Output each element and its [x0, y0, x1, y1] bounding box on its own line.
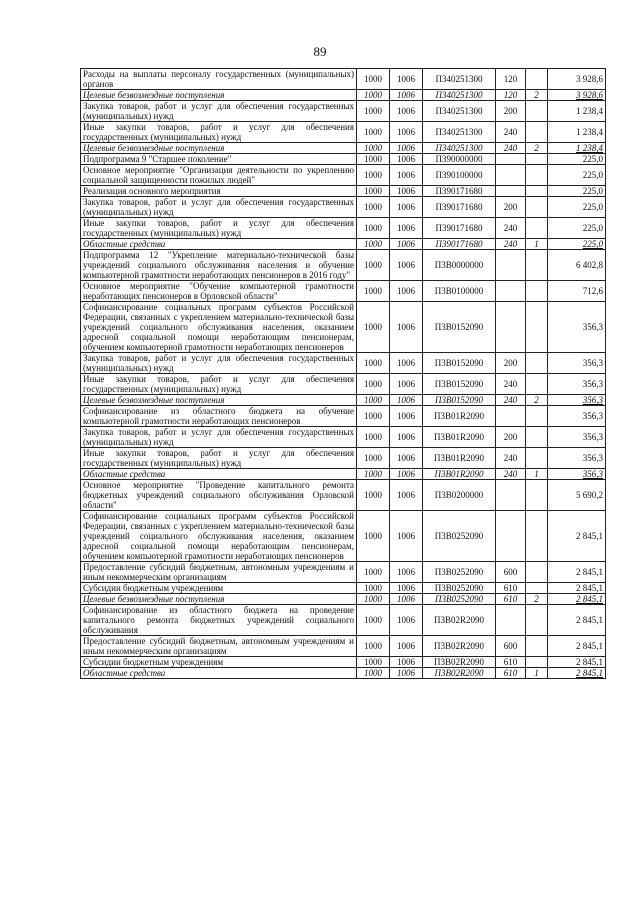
table-row — [81, 562, 606, 583]
expense-type-cell: 120 — [496, 90, 526, 101]
table-row — [81, 122, 606, 143]
table-row — [81, 186, 606, 197]
expense-type-cell: 200 — [496, 101, 526, 122]
amount-cell: 2 845,1 — [548, 583, 606, 594]
ministry-code-cell: 1000 — [357, 395, 390, 406]
row-name-cell: Расходы на выплаты персоналу государственных (муниципальных) органов — [81, 69, 357, 90]
funding-source-cell — [526, 165, 548, 186]
table-row — [81, 583, 606, 594]
expense-type-cell — [496, 154, 526, 165]
funding-source-cell: 2 — [526, 395, 548, 406]
row-name-cell: Областные средства — [81, 469, 357, 480]
target-article-cell: П3В01R2090 — [423, 448, 496, 469]
target-article-cell: П3В0252090 — [423, 562, 496, 583]
funding-source-cell — [526, 69, 548, 90]
funding-source-cell: 2 — [526, 143, 548, 154]
row-name-cell: Софинансирование из областного бюджета на проведение капитального ремонта бюджетных учреждений социального обслуживания — [81, 605, 357, 636]
section-code-cell: 1006 — [390, 406, 423, 427]
row-name-cell: Подпрограмма 9 "Старшее поколение" — [81, 154, 357, 165]
target-article-cell: П390000000 — [423, 154, 496, 165]
row-name-cell: Подпрограмма 12 "Укрепление материально-технической базы учреждений социального обслуживания населения и обучение компьютерной грамотности неработающих пенсионеров в 2016 году" — [81, 250, 357, 281]
row-name-cell: Областные средства — [81, 668, 357, 679]
funding-source-cell: 1 — [526, 239, 548, 250]
amount-cell: 2 845,1 — [548, 636, 606, 657]
target-article-cell: П3В02R2090 — [423, 668, 496, 679]
table-row — [81, 154, 606, 165]
table-row — [81, 165, 606, 186]
table-row — [81, 101, 606, 122]
ministry-code-cell: 1000 — [357, 239, 390, 250]
table-row — [81, 406, 606, 427]
table-row — [81, 90, 606, 101]
funding-source-cell — [526, 374, 548, 395]
amount-cell: 2 845,1 — [548, 668, 606, 679]
row-name-cell: Целевые безвозмездные поступления — [81, 143, 357, 154]
amount-cell: 356,3 — [548, 395, 606, 406]
budget-table — [80, 68, 606, 679]
ministry-code-cell: 1000 — [357, 69, 390, 90]
row-name-cell: Иные закупки товаров, работ и услуг для обеспечения государственных (муниципальных) нужд — [81, 218, 357, 239]
target-article-cell: П340251300 — [423, 90, 496, 101]
funding-source-cell: 1 — [526, 469, 548, 480]
target-article-cell: П3В0152090 — [423, 302, 496, 353]
section-code-cell: 1006 — [390, 122, 423, 143]
section-code-cell: 1006 — [390, 69, 423, 90]
amount-cell: 225,0 — [548, 165, 606, 186]
amount-cell: 225,0 — [548, 186, 606, 197]
funding-source-cell — [526, 122, 548, 143]
expense-type-cell: 610 — [496, 668, 526, 679]
funding-source-cell — [526, 657, 548, 668]
target-article-cell: П3В0152090 — [423, 395, 496, 406]
ministry-code-cell: 1000 — [357, 427, 390, 448]
row-name-cell: Закупка товаров, работ и услуг для обеспечения государственных (муниципальных) нужд — [81, 427, 357, 448]
section-code-cell: 1006 — [390, 250, 423, 281]
table-row — [81, 657, 606, 668]
ministry-code-cell: 1000 — [357, 186, 390, 197]
section-code-cell: 1006 — [390, 668, 423, 679]
target-article-cell: П3В0252090 — [423, 583, 496, 594]
funding-source-cell — [526, 605, 548, 636]
funding-source-cell — [526, 302, 548, 353]
table-row — [81, 197, 606, 218]
target-article-cell: П340251300 — [423, 143, 496, 154]
ministry-code-cell: 1000 — [357, 406, 390, 427]
expense-type-cell: 200 — [496, 427, 526, 448]
section-code-cell: 1006 — [390, 197, 423, 218]
ministry-code-cell: 1000 — [357, 562, 390, 583]
amount-cell: 356,3 — [548, 353, 606, 374]
row-name-cell: Предоставление субсидий бюджетным, автономным учреждениям и иным некоммерческим организациям — [81, 636, 357, 657]
target-article-cell: П3В01R2090 — [423, 469, 496, 480]
row-name-cell: Реализация основного мероприятия — [81, 186, 357, 197]
amount-cell: 356,3 — [548, 302, 606, 353]
amount-cell: 225,0 — [548, 154, 606, 165]
target-article-cell: П340251300 — [423, 69, 496, 90]
ministry-code-cell: 1000 — [357, 657, 390, 668]
expense-type-cell — [496, 480, 526, 511]
table-row — [81, 250, 606, 281]
target-article-cell: П390171680 — [423, 186, 496, 197]
section-code-cell: 1006 — [390, 395, 423, 406]
ministry-code-cell: 1000 — [357, 636, 390, 657]
expense-type-cell: 240 — [496, 239, 526, 250]
row-name-cell: Иные закупки товаров, работ и услуг для обеспечения государственных (муниципальных) нужд — [81, 374, 357, 395]
table-row — [81, 605, 606, 636]
target-article-cell: П3В0200000 — [423, 480, 496, 511]
target-article-cell: П390100000 — [423, 165, 496, 186]
ministry-code-cell: 1000 — [357, 668, 390, 679]
section-code-cell: 1006 — [390, 239, 423, 250]
section-code-cell: 1006 — [390, 469, 423, 480]
amount-cell: 225,0 — [548, 218, 606, 239]
target-article-cell: П3В02R2090 — [423, 657, 496, 668]
ministry-code-cell: 1000 — [357, 583, 390, 594]
ministry-code-cell: 1000 — [357, 374, 390, 395]
section-code-cell: 1006 — [390, 353, 423, 374]
target-article-cell: П3В0152090 — [423, 353, 496, 374]
table-row — [81, 427, 606, 448]
expense-type-cell — [496, 302, 526, 353]
row-name-cell: Закупка товаров, работ и услуг для обеспечения государственных (муниципальных) нужд — [81, 353, 357, 374]
section-code-cell: 1006 — [390, 583, 423, 594]
funding-source-cell — [526, 101, 548, 122]
expense-type-cell — [496, 406, 526, 427]
section-code-cell: 1006 — [390, 480, 423, 511]
ministry-code-cell: 1000 — [357, 165, 390, 186]
target-article-cell: П390171680 — [423, 218, 496, 239]
target-article-cell: П3В02R2090 — [423, 636, 496, 657]
row-name-cell: Областные средства — [81, 239, 357, 250]
amount-cell: 712,6 — [548, 281, 606, 302]
ministry-code-cell: 1000 — [357, 594, 390, 605]
row-name-cell: Целевые безвозмездные поступления — [81, 395, 357, 406]
funding-source-cell — [526, 186, 548, 197]
table-row — [81, 353, 606, 374]
funding-source-cell — [526, 480, 548, 511]
table-row — [81, 143, 606, 154]
amount-cell: 6 402,8 — [548, 250, 606, 281]
target-article-cell: П340251300 — [423, 101, 496, 122]
section-code-cell: 1006 — [390, 143, 423, 154]
table-row — [81, 594, 606, 605]
expense-type-cell: 240 — [496, 218, 526, 239]
funding-source-cell — [526, 562, 548, 583]
expense-type-cell: 200 — [496, 353, 526, 374]
section-code-cell: 1006 — [390, 511, 423, 562]
target-article-cell: П390171680 — [423, 239, 496, 250]
ministry-code-cell: 1000 — [357, 122, 390, 143]
row-name-cell: Субсидии бюджетным учреждениям — [81, 657, 357, 668]
amount-cell: 356,3 — [548, 469, 606, 480]
row-name-cell: Софинансирование из областного бюджета на обучение компьютерной грамотности неработающих пенсионеров — [81, 406, 357, 427]
section-code-cell: 1006 — [390, 594, 423, 605]
funding-source-cell — [526, 353, 548, 374]
section-code-cell: 1006 — [390, 374, 423, 395]
table-row — [81, 374, 606, 395]
funding-source-cell: 1 — [526, 668, 548, 679]
section-code-cell: 1006 — [390, 218, 423, 239]
target-article-cell: П3В0252090 — [423, 511, 496, 562]
target-article-cell: П3В0100000 — [423, 281, 496, 302]
amount-cell: 356,3 — [548, 374, 606, 395]
row-name-cell: Иные закупки товаров, работ и услуг для обеспечения государственных (муниципальных) нужд — [81, 122, 357, 143]
expense-type-cell — [496, 165, 526, 186]
ministry-code-cell: 1000 — [357, 469, 390, 480]
expense-type-cell — [496, 186, 526, 197]
funding-source-cell — [526, 406, 548, 427]
ministry-code-cell: 1000 — [357, 448, 390, 469]
target-article-cell: П340251300 — [423, 122, 496, 143]
target-article-cell: П3В0252090 — [423, 594, 496, 605]
expense-type-cell: 600 — [496, 636, 526, 657]
amount-cell: 2 845,1 — [548, 605, 606, 636]
section-code-cell: 1006 — [390, 302, 423, 353]
expense-type-cell: 240 — [496, 374, 526, 395]
expense-type-cell: 610 — [496, 594, 526, 605]
row-name-cell: Целевые безвозмездные поступления — [81, 594, 357, 605]
section-code-cell: 1006 — [390, 101, 423, 122]
table-row — [81, 218, 606, 239]
ministry-code-cell: 1000 — [357, 90, 390, 101]
section-code-cell: 1006 — [390, 427, 423, 448]
row-name-cell: Субсидии бюджетным учреждениям — [81, 583, 357, 594]
expense-type-cell: 240 — [496, 395, 526, 406]
amount-cell: 2 845,1 — [548, 511, 606, 562]
row-name-cell: Целевые безвозмездные поступления — [81, 90, 357, 101]
funding-source-cell: 2 — [526, 90, 548, 101]
row-name-cell: Основное мероприятие "Обучение компьютерной грамотности неработающих пенсионеров в Орловской области" — [81, 281, 357, 302]
expense-type-cell: 240 — [496, 143, 526, 154]
amount-cell: 225,0 — [548, 197, 606, 218]
section-code-cell: 1006 — [390, 90, 423, 101]
funding-source-cell — [526, 197, 548, 218]
amount-cell: 2 845,1 — [548, 657, 606, 668]
target-article-cell: П390171680 — [423, 197, 496, 218]
amount-cell: 3 928,6 — [548, 90, 606, 101]
amount-cell: 225,0 — [548, 239, 606, 250]
expense-type-cell: 240 — [496, 122, 526, 143]
funding-source-cell — [526, 250, 548, 281]
table-row — [81, 469, 606, 480]
table-row — [81, 395, 606, 406]
funding-source-cell — [526, 511, 548, 562]
funding-source-cell — [526, 427, 548, 448]
section-code-cell: 1006 — [390, 657, 423, 668]
row-name-cell: Предоставление субсидий бюджетным, автономным учреждениям и иным некоммерческим организациям — [81, 562, 357, 583]
row-name-cell: Основное мероприятие "Организация деятельности по укреплению социальной защищенности пожилых людей" — [81, 165, 357, 186]
row-name-cell: Основное мероприятие "Проведение капитального ремонта бюджетных учреждений социального обслуживания Орловской области" — [81, 480, 357, 511]
section-code-cell: 1006 — [390, 186, 423, 197]
expense-type-cell: 610 — [496, 657, 526, 668]
target-article-cell: П3В02R2090 — [423, 605, 496, 636]
amount-cell: 1 238,4 — [548, 101, 606, 122]
expense-type-cell — [496, 511, 526, 562]
target-article-cell: П3В01R2090 — [423, 406, 496, 427]
section-code-cell: 1006 — [390, 562, 423, 583]
ministry-code-cell: 1000 — [357, 302, 390, 353]
table-row — [81, 480, 606, 511]
table-row — [81, 239, 606, 250]
amount-cell: 3 928,6 — [548, 69, 606, 90]
amount-cell: 356,3 — [548, 406, 606, 427]
ministry-code-cell: 1000 — [357, 197, 390, 218]
funding-source-cell — [526, 218, 548, 239]
row-name-cell: Иные закупки товаров, работ и услуг для обеспечения государственных (муниципальных) нужд — [81, 448, 357, 469]
expense-type-cell: 240 — [496, 469, 526, 480]
target-article-cell: П3В0000000 — [423, 250, 496, 281]
table-row — [81, 69, 606, 90]
ministry-code-cell: 1000 — [357, 281, 390, 302]
amount-cell: 1 238,4 — [548, 143, 606, 154]
table-row — [81, 636, 606, 657]
funding-source-cell — [526, 281, 548, 302]
ministry-code-cell: 1000 — [357, 154, 390, 165]
expense-type-cell: 600 — [496, 562, 526, 583]
funding-source-cell — [526, 154, 548, 165]
row-name-cell: Закупка товаров, работ и услуг для обеспечения государственных (муниципальных) нужд — [81, 101, 357, 122]
target-article-cell: П3В01R2090 — [423, 427, 496, 448]
funding-source-cell: 2 — [526, 594, 548, 605]
funding-source-cell — [526, 636, 548, 657]
section-code-cell: 1006 — [390, 281, 423, 302]
section-code-cell: 1006 — [390, 636, 423, 657]
section-code-cell: 1006 — [390, 165, 423, 186]
expense-type-cell — [496, 250, 526, 281]
page-number: 89 — [313, 44, 327, 59]
ministry-code-cell: 1000 — [357, 511, 390, 562]
ministry-code-cell: 1000 — [357, 353, 390, 374]
row-name-cell: Закупка товаров, работ и услуг для обеспечения государственных (муниципальных) нужд — [81, 197, 357, 218]
expense-type-cell: 610 — [496, 583, 526, 594]
ministry-code-cell: 1000 — [357, 101, 390, 122]
expense-type-cell — [496, 605, 526, 636]
funding-source-cell — [526, 448, 548, 469]
ministry-code-cell: 1000 — [357, 250, 390, 281]
ministry-code-cell: 1000 — [357, 605, 390, 636]
row-name-cell: Софинансирование социальных программ субъектов Российской Федерации, связанных с укреплением материально-технической базы учреждений социального обслуживания населения, оказанием адресной социальной помощи неработающим пенсионерам, обучением компьютерной грамотности неработающих пенсионеров — [81, 511, 357, 562]
amount-cell: 5 690,2 — [548, 480, 606, 511]
target-article-cell: П3В0152090 — [423, 374, 496, 395]
ministry-code-cell: 1000 — [357, 143, 390, 154]
ministry-code-cell: 1000 — [357, 480, 390, 511]
expense-type-cell: 120 — [496, 69, 526, 90]
section-code-cell: 1006 — [390, 154, 423, 165]
amount-cell: 2 845,1 — [548, 562, 606, 583]
expense-type-cell — [496, 281, 526, 302]
table-row — [81, 302, 606, 353]
amount-cell: 1 238,4 — [548, 122, 606, 143]
funding-source-cell — [526, 583, 548, 594]
ministry-code-cell: 1000 — [357, 218, 390, 239]
table-row — [81, 511, 606, 562]
table-row — [81, 668, 606, 679]
amount-cell: 356,3 — [548, 427, 606, 448]
row-name-cell: Софинансирование социальных программ субъектов Российской Федерации, связанных с укреплением материально-технической базы учреждений социального обслуживания населения, оказанием адресной социальной помощи неработающим пенсионерам, обучением компьютерной грамотности неработающих пенсионеров — [81, 302, 357, 353]
expense-type-cell: 240 — [496, 448, 526, 469]
table-row — [81, 448, 606, 469]
section-code-cell: 1006 — [390, 605, 423, 636]
section-code-cell: 1006 — [390, 448, 423, 469]
amount-cell: 2 845,1 — [548, 594, 606, 605]
expense-type-cell: 200 — [496, 197, 526, 218]
table-row — [81, 281, 606, 302]
amount-cell: 356,3 — [548, 448, 606, 469]
